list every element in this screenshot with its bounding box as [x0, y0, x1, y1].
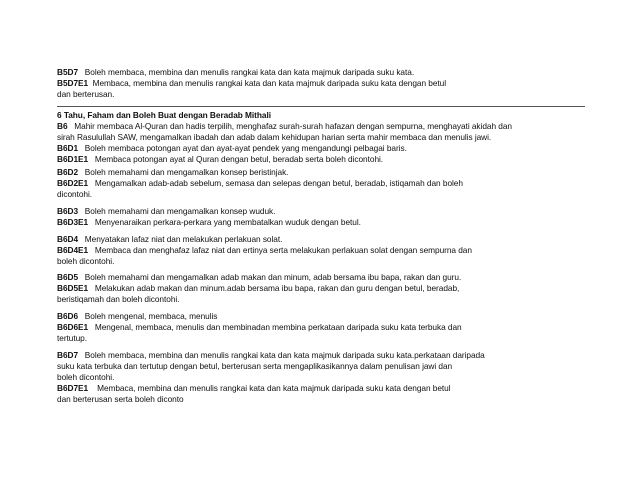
code-label: B5D7E1: [57, 78, 89, 88]
line-text: beristiqamah dan boleh dicontohi.: [57, 294, 180, 304]
section-b6-block: [57, 110, 577, 165]
text-line: [57, 245, 577, 256]
code-label: B6: [57, 121, 68, 131]
code-label: B6D5E1: [57, 283, 89, 293]
line-text: Menyatakan lafaz niat dan melakukan perlakuan solat.: [84, 234, 283, 244]
text-line: [57, 217, 577, 228]
line-text: Mahir membaca Al-Quran dan hadis terpilih, menghafaz surah-surah hafazan dengan sempurna, menghayati akidah dan: [74, 121, 512, 131]
code-label: B6D3E1: [57, 217, 89, 227]
code-label: B6D4: [57, 234, 79, 244]
code-label: B5D7: [57, 67, 79, 77]
line-text: dan berterusan.: [57, 89, 115, 99]
line-text: Menyenaraikan perkara-perkara yang membatalkan wuduk dengan betul.: [94, 217, 361, 227]
code-label: B6D1: [57, 143, 79, 153]
code-label: B6D4E1: [57, 245, 89, 255]
text-line: [57, 294, 577, 305]
line-text: Boleh membaca potongan ayat dan ayat-ayat pendek yang mengandungi pelbagai baris.: [84, 143, 407, 153]
code-label: B6D2: [57, 167, 79, 177]
b6d7-block: [57, 350, 577, 405]
b6d3-block: [57, 206, 577, 228]
text-line: [57, 154, 577, 165]
line-text: Membaca potongan ayat al Quran dengan betul, beradab serta boleh dicontohi.: [94, 154, 384, 164]
text-line: [57, 383, 577, 394]
code-label: B6D7E1: [57, 383, 89, 393]
line-text: Mengenal, membaca, menulis dan membinadan membina perkataan daripada suku kata terbuka dan: [94, 322, 462, 332]
code-label: B6D2E1: [57, 178, 89, 188]
text-line: [57, 311, 577, 322]
text-line: [57, 167, 577, 178]
text-line: [57, 189, 577, 200]
b6d4-block: [57, 234, 577, 267]
line-text: Boleh mengenal, membaca, menulis: [84, 311, 218, 321]
text-line: [57, 394, 577, 405]
section-divider: [57, 106, 585, 107]
code-label: B6D6: [57, 311, 79, 321]
line-text: Mengamalkan adab-adab sebelum, semasa dan selepas dengan betul, beradab, istiqamah dan boleh: [94, 178, 463, 188]
line-text: boleh dicontohi.: [57, 256, 115, 266]
text-line: [57, 283, 577, 294]
text-line: [57, 89, 577, 100]
line-text: Membaca, membina dan menulis rangkai kata dan kata majmuk daripada suku kata dengan betul: [88, 383, 451, 393]
b6d6-block: [57, 311, 577, 344]
text-line: [57, 322, 577, 333]
text-line: [57, 372, 577, 383]
b6d2-block: [57, 167, 577, 200]
line-text: sirah Rasulullah SAW, mengamalkan ibadah dan adab dalam kehidupan harian serta mahir membaca dan menulis jawi.: [57, 132, 492, 142]
line-text: Boleh memahami dan mengamalkan konsep wuduk.: [84, 206, 276, 216]
line-text: Boleh membaca, membina dan menulis rangkai kata dan kata majmuk daripada suku kata.: [84, 67, 415, 77]
line-text: dan berterusan serta boleh diconto: [57, 394, 184, 404]
code-label: B6D1E1: [57, 154, 89, 164]
line-text: Boleh membaca, membina dan menulis rangkai kata dan kata majmuk daripada suku kata.perkataan daripada: [84, 350, 485, 360]
line-text: dicontohi.: [57, 189, 93, 199]
text-line: [57, 256, 577, 267]
text-line: [57, 132, 577, 143]
text-line: [57, 333, 577, 344]
intro-block: [57, 67, 577, 100]
code-label: B6D6E1: [57, 322, 89, 332]
line-text: Melakukan adab makan dan minum.adab bersama ibu bapa, rakan dan guru dengan betul, beradab,: [94, 283, 460, 293]
text-line: [57, 234, 577, 245]
text-line: [57, 361, 577, 372]
code-label: B6D3: [57, 206, 79, 216]
text-line: [57, 350, 577, 361]
text-line: [57, 67, 577, 78]
line-text: Boleh memahami dan mengamalkan konsep beristinjak.: [84, 167, 289, 177]
line-text: tertutup.: [57, 333, 87, 343]
line-text: boleh dicontohi.: [57, 372, 115, 382]
text-line: [57, 272, 577, 283]
section-heading: 6 Tahu, Faham dan Boleh Buat dengan Beradab Mithali: [57, 110, 271, 120]
text-line: [57, 206, 577, 217]
line-text: Boleh memahami dan mengamalkan adab makan dan minum, adab bersama ibu bapa, rakan dan guru.: [84, 272, 462, 282]
b6d5-block: [57, 272, 577, 305]
text-line: [57, 143, 577, 154]
text-line: [57, 178, 577, 189]
text-line: [57, 121, 577, 132]
code-label: B6D5: [57, 272, 79, 282]
line-text: suku kata terbuka dan tertutup dengan betul, berterusan serta mengaplikasikannya dalam penulisan jawi dan: [57, 361, 453, 371]
text-line: [57, 78, 577, 89]
code-label: B6D7: [57, 350, 79, 360]
line-text: Membaca dan menghafaz lafaz niat dan ertinya serta melakukan perlakuan solat dengan sempurna dan: [94, 245, 472, 255]
line-text: Membaca, membina dan menulis rangkai kata dan kata majmuk daripada suku kata dengan betul: [92, 78, 447, 88]
